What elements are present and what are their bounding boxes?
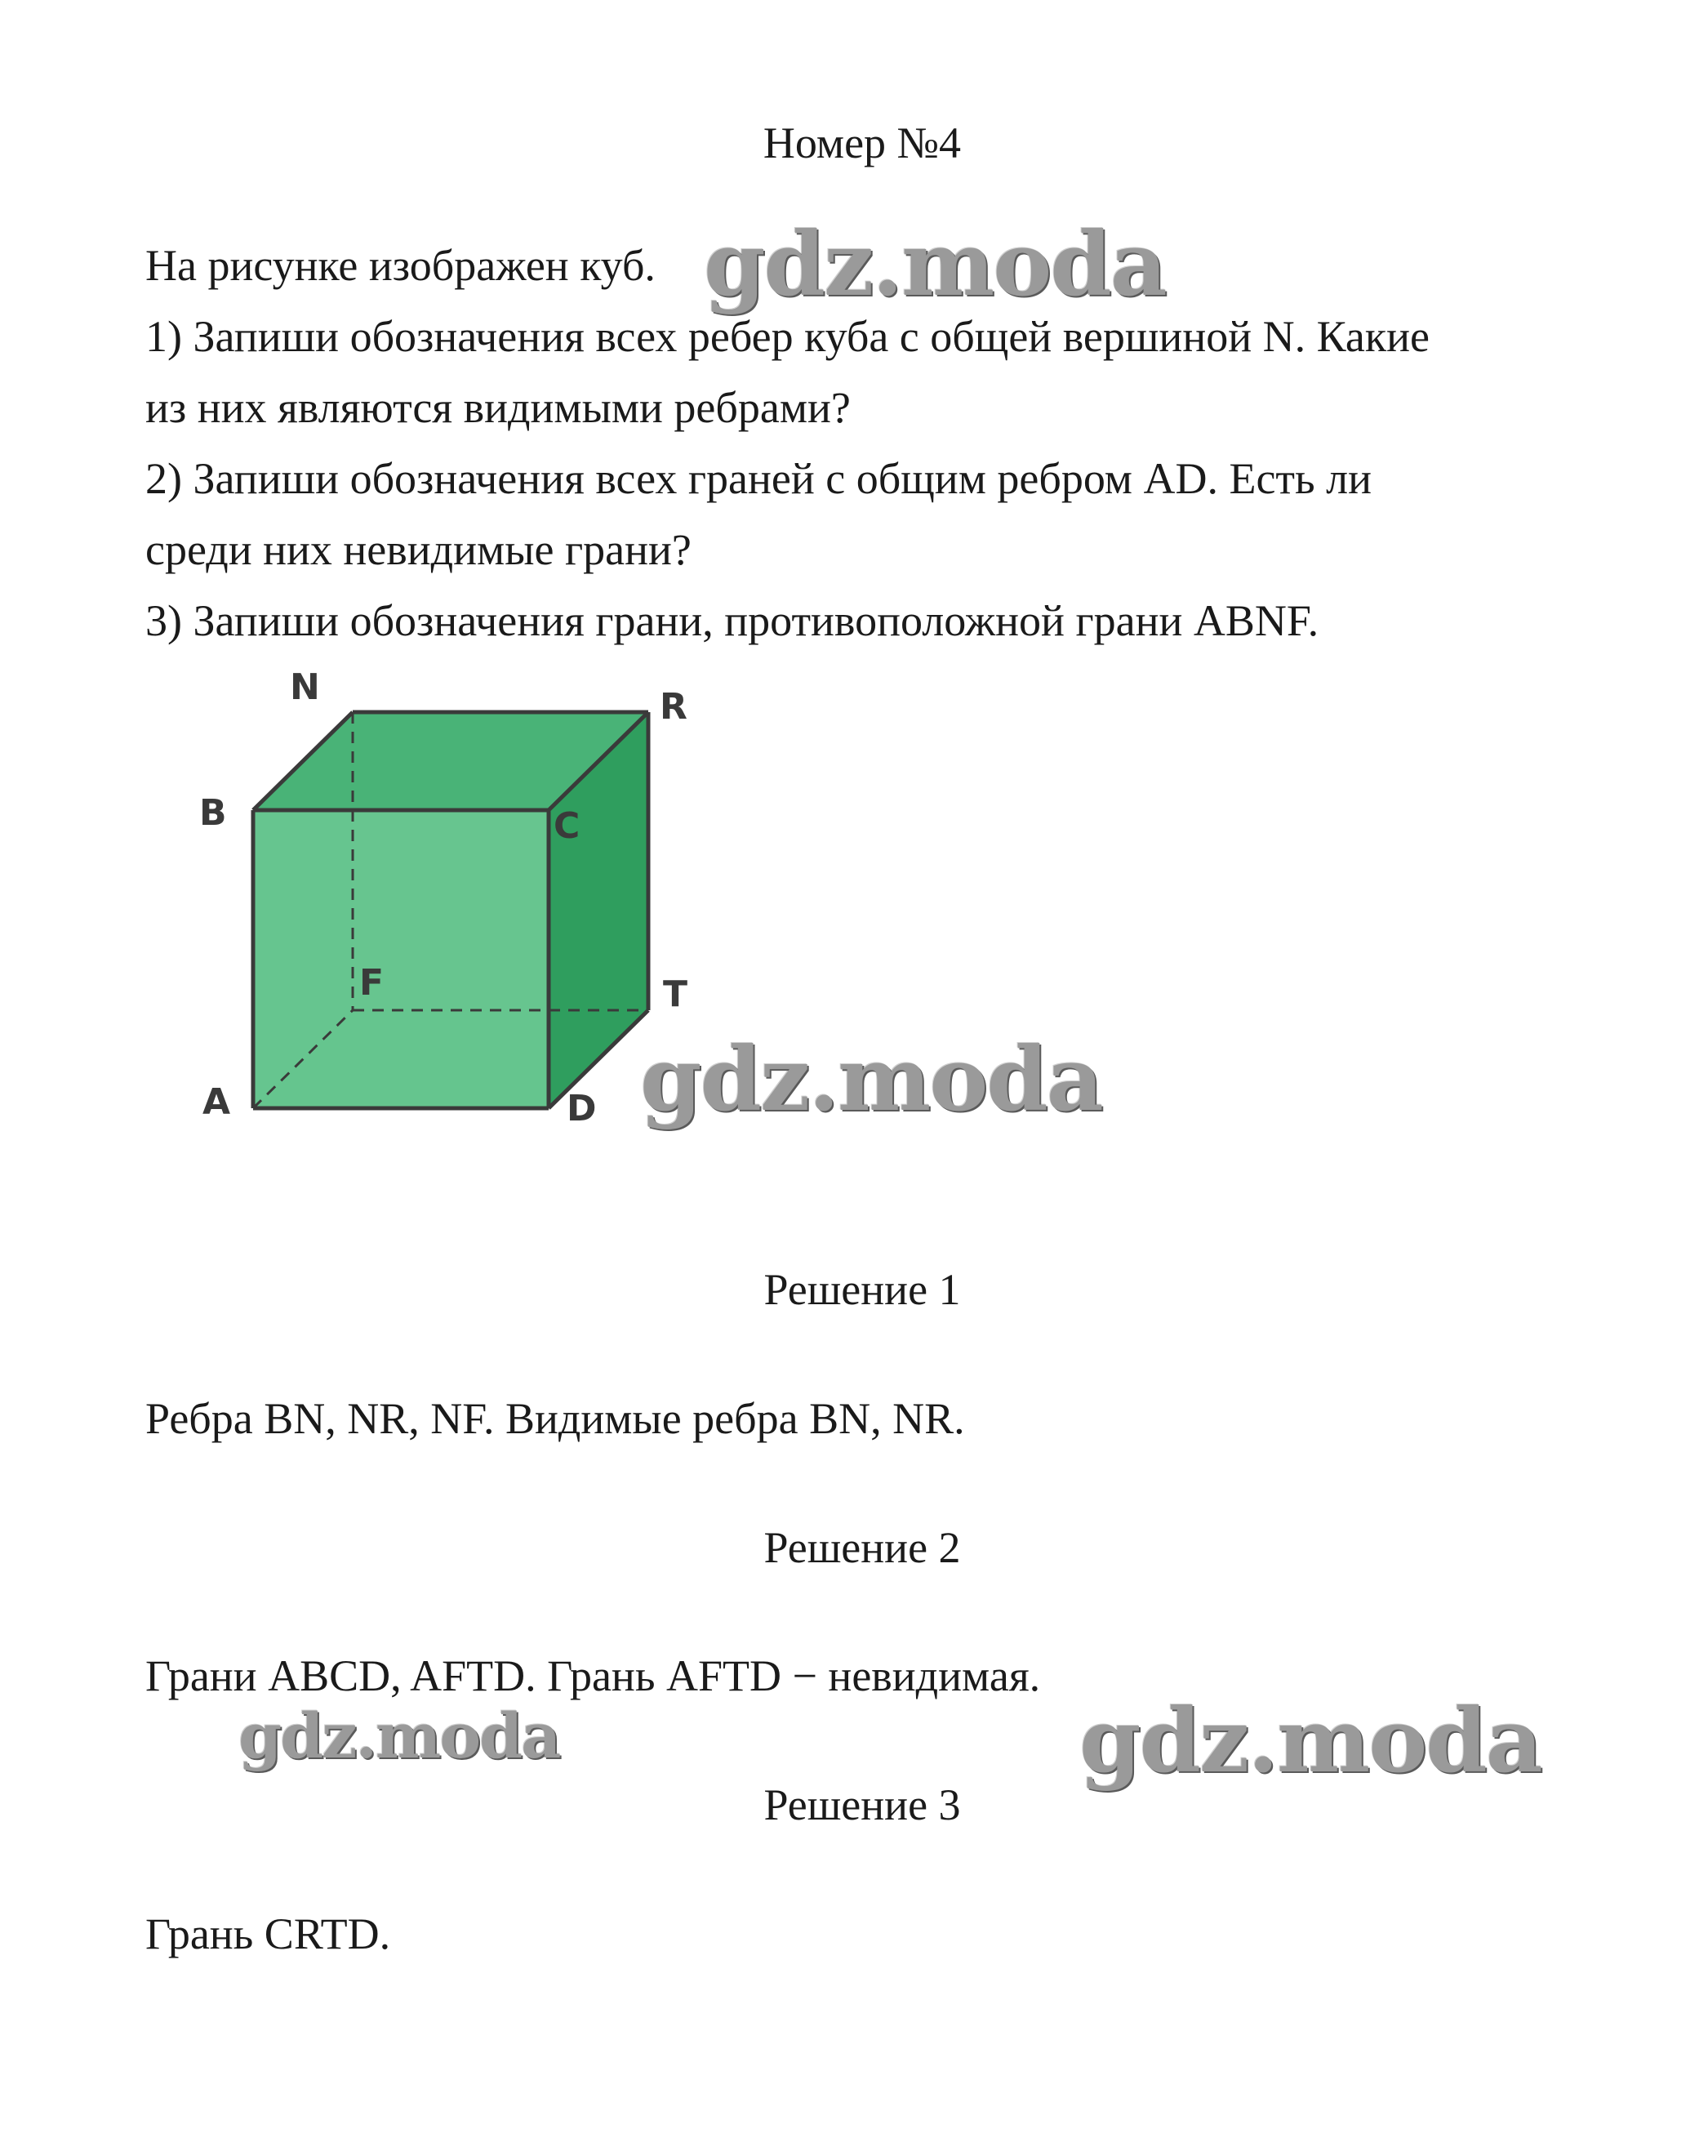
solution-1-heading: Решение 1 [763, 1265, 961, 1314]
page-title: Номер №4 [763, 118, 962, 167]
solution-3-text: Грань CRTD. [145, 1909, 391, 1958]
watermark: gdz.moda [704, 213, 1166, 316]
watermark: gdz.moda [238, 1699, 560, 1772]
vertex-label-T: T [663, 973, 688, 1015]
solution-3-heading: Решение 3 [763, 1780, 961, 1829]
watermark: gdz.moda [640, 1028, 1102, 1131]
vertex-label-F: F [359, 962, 385, 1004]
question-1-line-2: из них являются видимыми ребрами? [145, 383, 851, 432]
question-1-line-1: 1) Запиши обозначения всех ребер куба с общей вершиной N. Какие [145, 312, 1430, 361]
vertex-label-B: B [199, 792, 227, 834]
solution-1-text: Ребра BN, NR, NF. Видимые ребра BN, NR. [145, 1394, 965, 1443]
vertex-label-R: R [660, 686, 687, 728]
vertex-label-N: N [290, 666, 320, 708]
vertex-label-C: C [554, 805, 580, 847]
problem-intro: На рисунке изображен куб. [145, 241, 656, 290]
question-2-line-1: 2) Запиши обозначения всех граней с общим ребром AD. Есть ли [145, 454, 1372, 503]
question-2-line-2: среди них невидимые грани? [145, 525, 692, 574]
vertex-label-A: A [202, 1081, 231, 1123]
solution-2-text: Грани ABCD, AFTD. Грань AFTD − невидимая. [145, 1651, 1041, 1700]
vertex-label-D: D [567, 1088, 597, 1129]
question-3: 3) Запиши обозначения грани, противоположной грани ABNF. [145, 596, 1319, 645]
watermark: gdz.moda [1079, 1690, 1541, 1793]
solution-2-heading: Решение 2 [763, 1523, 961, 1572]
